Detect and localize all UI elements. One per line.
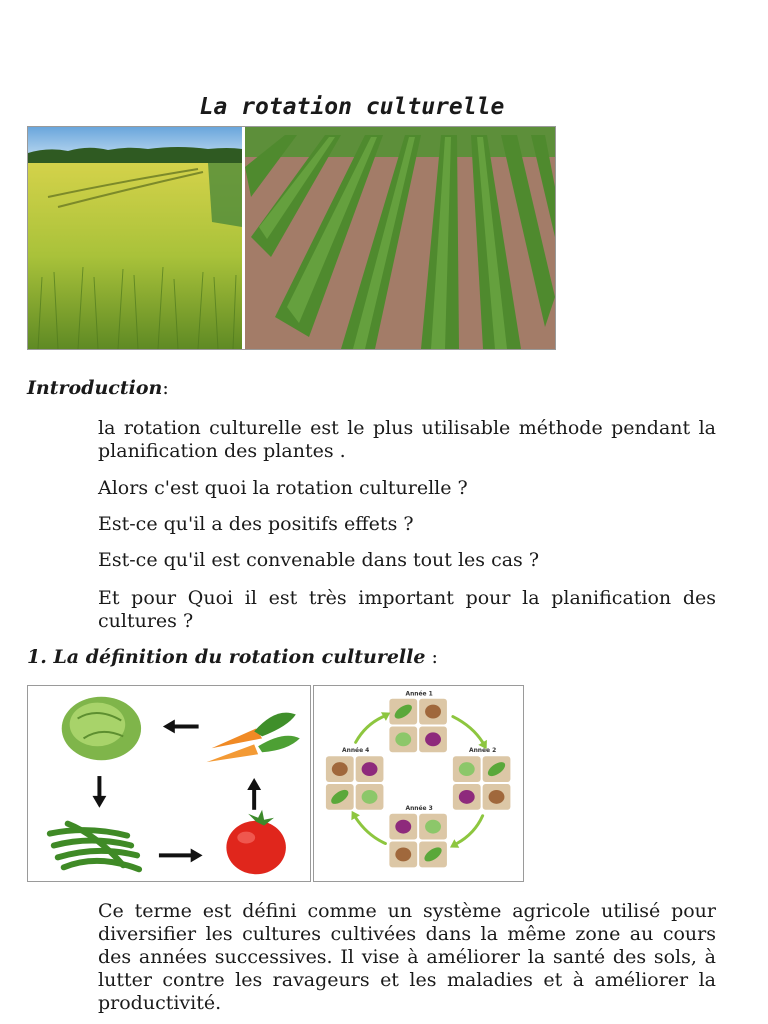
year-rotation-diagram bbox=[313, 685, 524, 882]
arrow-down-icon bbox=[92, 776, 106, 808]
section1-colon: : bbox=[425, 646, 438, 668]
year-block-4 bbox=[326, 756, 384, 810]
intro-colon: : bbox=[162, 377, 169, 399]
turnip-icon bbox=[459, 790, 475, 804]
year-label-1: Année 1 bbox=[405, 690, 433, 698]
wheat-field-photo bbox=[28, 127, 242, 349]
rotation-arrowhead-2 bbox=[447, 839, 459, 852]
potato-icon bbox=[425, 705, 441, 719]
definition-paragraph: Ce terme est défini comme un système agricole utilisé pour diversifier les cultures cultivées dans la même zone au cours des années successives. Il vise à améliorer la santé des sols, à lutter contre les ravageurs et les maladies et à améliorer la productivité. bbox=[98, 900, 716, 1014]
year-label-3: Année 3 bbox=[405, 804, 433, 812]
section1-heading-text: 1. La définition du rotation culturelle bbox=[27, 646, 426, 668]
year-label-4: Année 4 bbox=[341, 747, 370, 755]
arrow-right-icon bbox=[159, 848, 203, 862]
cabbage-icon bbox=[459, 762, 475, 776]
intro-paragraph-1: la rotation culturelle est le plus utilisable méthode pendant la planification des plantes . bbox=[98, 417, 716, 462]
page-title: La rotation culturelle bbox=[199, 94, 505, 120]
turnip-icon bbox=[425, 732, 441, 746]
rotation-arrowhead-3 bbox=[347, 808, 360, 820]
cabbage-icon bbox=[395, 732, 411, 746]
arrow-up-icon bbox=[247, 778, 261, 810]
section1-heading bbox=[27, 646, 438, 668]
cabbage-icon bbox=[361, 790, 377, 804]
intro-heading bbox=[27, 377, 169, 399]
intro-paragraph-4: Est-ce qu'il est convenable dans tout les cas ? bbox=[98, 549, 540, 571]
potato-icon bbox=[395, 847, 411, 861]
potato-icon bbox=[332, 762, 348, 776]
diagram-row bbox=[27, 685, 524, 880]
cabbage-icon bbox=[62, 697, 141, 760]
beans-icon bbox=[50, 824, 139, 870]
carrot-icon bbox=[207, 713, 300, 763]
intro-paragraph-3: Est-ce qu'il a des positifs effets ? bbox=[98, 513, 414, 535]
year-label-2: Année 2 bbox=[468, 747, 496, 755]
tomato-icon bbox=[226, 810, 286, 874]
year-block-1 bbox=[389, 699, 447, 753]
turnip-icon bbox=[361, 762, 377, 776]
arrow-left-icon bbox=[163, 720, 199, 734]
turnip-icon bbox=[395, 820, 411, 834]
year-block-3 bbox=[389, 814, 447, 868]
intro-paragraph-2: Alors c'est quoi la rotation culturelle ? bbox=[98, 477, 468, 499]
potato-icon bbox=[488, 790, 504, 804]
crop-rows-photo bbox=[245, 127, 555, 349]
crop-cycle-diagram bbox=[27, 685, 311, 882]
intro-heading-text: Introduction bbox=[27, 377, 163, 399]
cabbage-icon bbox=[425, 820, 441, 834]
intro-paragraph-5: Et pour Quoi il est très important pour la planification des cultures ? bbox=[98, 587, 716, 632]
photo-banner bbox=[27, 126, 556, 350]
year-block-2 bbox=[453, 756, 511, 810]
